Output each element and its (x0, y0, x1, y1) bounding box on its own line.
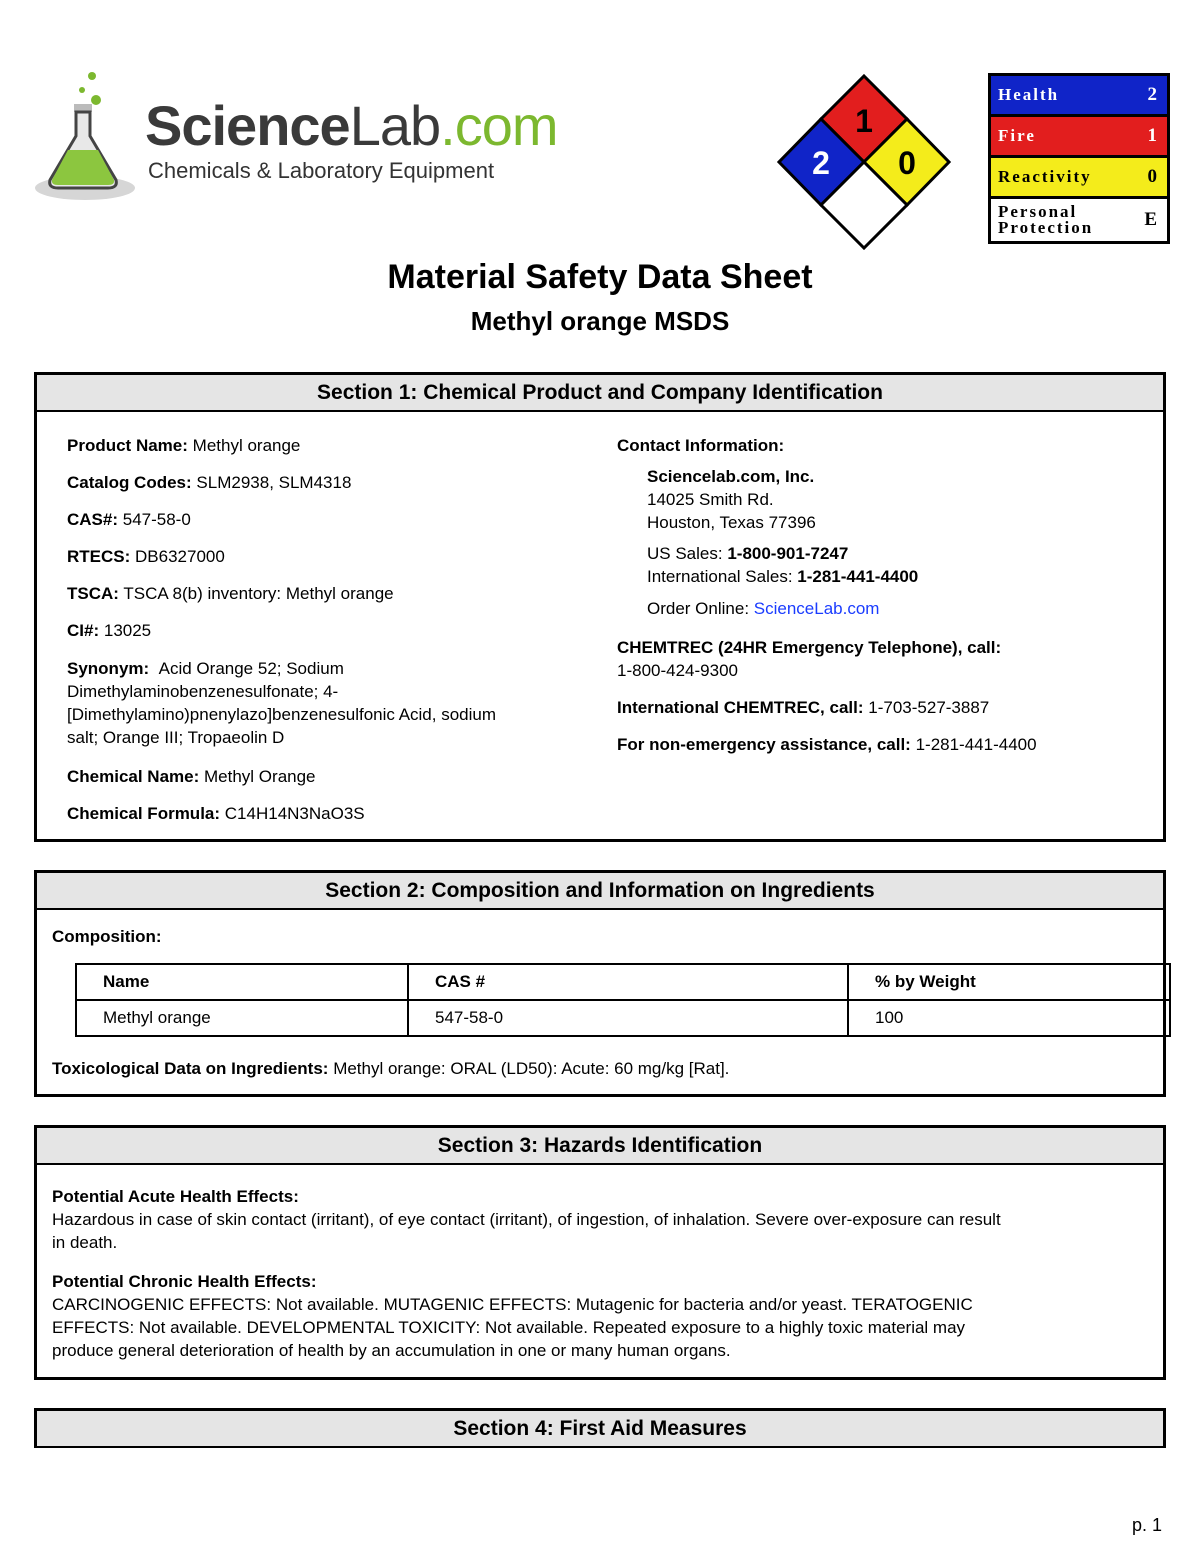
logo-word-com: .com (440, 94, 558, 157)
catalog-codes-label: Catalog Codes: (67, 473, 192, 492)
order-online-label: Order Online: (647, 599, 750, 618)
chemical-name-field (67, 765, 316, 788)
intl-chemtrec-number: 1-703-527-3887 (868, 698, 990, 717)
toxicological-data-label: Toxicological Data on Ingredients: (52, 1059, 329, 1078)
company-address (647, 465, 816, 534)
nfpa-health-value: 2 (812, 145, 830, 181)
chemtrec-field (617, 636, 1001, 682)
synonym-line-3: [Dimethylamino)pnenylazo]benzenesulfonic Acid, sodium (67, 705, 497, 724)
chronic-effects-line-1: CARCINOGENIC EFFECTS: Not available. MUTAGENIC EFFECTS: Mutagenic for bacteria and/or yeast. TERATOGENIC (52, 1295, 973, 1314)
synonym-line-2: Dimethylaminobenzenesulfonate; 4- (67, 682, 339, 701)
table-cell-cas: 547-58-0 (408, 1000, 848, 1036)
contact-info-heading (617, 434, 784, 457)
section-2 (34, 870, 1166, 1097)
section-4 (34, 1408, 1166, 1448)
ci-field (67, 619, 151, 642)
tsca-label: TSCA: (67, 584, 119, 603)
table-cell-name: Methyl orange (76, 1000, 408, 1036)
product-name-field (67, 434, 300, 457)
hmis-fire-value: 1 (1147, 125, 1157, 146)
table-cell-weight: 100 (848, 1000, 1170, 1036)
hmis-ppe-row (991, 199, 1167, 241)
toxicological-data-field (52, 1057, 729, 1080)
intl-sales-number: 1-281-441-4400 (797, 567, 919, 586)
logo-word-science: Science (145, 94, 350, 157)
hmis-ppe-label-line1: Personal (998, 202, 1078, 221)
catalog-codes-field (67, 471, 351, 494)
sales-phones (647, 542, 918, 588)
synonym-label: Synonym: (67, 659, 150, 678)
hmis-health-label: Health (998, 85, 1060, 104)
address-line-2: Houston, Texas 77396 (647, 513, 816, 532)
table-header-row (76, 964, 1170, 1000)
product-name-value: Methyl orange (192, 436, 301, 455)
hmis-ppe-value: E (1144, 209, 1157, 230)
address-line-1: 14025 Smith Rd. (647, 490, 774, 509)
acute-effects-line-1: Hazardous in case of skin contact (irritant), of eye contact (irritant), of ingestion, of inhalation. Severe over-exposure can result (52, 1210, 1001, 1229)
table-header-name: Name (76, 964, 408, 1000)
document-subtitle: Methyl orange MSDS (470, 306, 730, 336)
cas-label: CAS#: (67, 510, 119, 529)
company-name: Sciencelab.com, Inc. (647, 467, 815, 486)
composition-label: Composition: (52, 927, 162, 946)
catalog-codes-value: SLM2938, SLM4318 (196, 473, 352, 492)
nfpa-reactivity-value: 0 (898, 145, 916, 181)
intl-sales-label: International Sales: (647, 567, 793, 586)
acute-effects-line-2: in death. (52, 1233, 118, 1252)
acute-effects-label: Potential Acute Health Effects: (52, 1187, 299, 1206)
logo-word-lab: Lab (349, 94, 441, 157)
section-1-heading: Section 1: Chemical Product and Company Identification (37, 375, 1163, 412)
rtecs-label: RTECS: (67, 547, 131, 566)
hmis-health-value: 2 (1147, 84, 1157, 105)
hmis-label (988, 73, 1170, 244)
order-online-link[interactable]: ScienceLab.com (753, 599, 880, 618)
chronic-effects-block (52, 1270, 1152, 1362)
table-header-cas: CAS # (408, 964, 848, 1000)
us-sales-label: US Sales: (647, 544, 723, 563)
page-number: p. 1 (1131, 1515, 1162, 1535)
section-2-heading: Section 2: Composition and Information on Ingredients (37, 873, 1163, 910)
section-4-heading: Section 4: First Aid Measures (37, 1411, 1163, 1448)
composition-label-field (52, 925, 162, 948)
nonemergency-number: 1-281-441-4400 (915, 735, 1037, 754)
hmis-ppe-label-line2: Protection (998, 218, 1094, 237)
nfpa-diamond (777, 74, 951, 250)
chronic-effects-label: Potential Chronic Health Effects: (52, 1272, 317, 1291)
hmis-fire-label: Fire (998, 126, 1036, 145)
section-3 (34, 1125, 1166, 1380)
cas-field (67, 508, 191, 531)
acute-effects-block (52, 1185, 1152, 1254)
table-row (76, 1000, 1170, 1036)
hmis-fire-row (991, 117, 1167, 158)
chemtrec-label: CHEMTREC (24HR Emergency Telephone), call: (617, 638, 1002, 657)
contact-info-label: Contact Information: (617, 436, 785, 455)
hmis-reactivity-value: 0 (1147, 166, 1157, 187)
chemical-formula-label: Chemical Formula: (67, 804, 221, 823)
synonym-field (67, 657, 587, 749)
logo-tagline: Chemicals & Laboratory Equipment (148, 158, 495, 183)
chemical-formula-value: C14H14N3NaO3S (224, 804, 365, 823)
intl-chemtrec-field (617, 696, 989, 719)
chemical-formula-field (67, 802, 365, 825)
hmis-ppe-label (998, 204, 1093, 236)
chronic-effects-line-2: EFFECTS: Not available. DEVELOPMENTAL TOXICITY: Not available. Repeated exposure to a highly toxic material may (52, 1318, 966, 1337)
flask-icon (30, 70, 140, 205)
tsca-field (67, 582, 394, 605)
section-1 (34, 372, 1166, 842)
us-sales-number: 1-800-901-7247 (727, 544, 849, 563)
composition-table (75, 963, 1171, 1037)
tsca-value: TSCA 8(b) inventory: Methyl orange (123, 584, 394, 603)
sciencelab-logo (30, 70, 558, 205)
synonym-line-4: salt; Orange III; Tropaeolin D (67, 728, 285, 747)
toxicological-data-value: Methyl orange: ORAL (LD50): Acute: 60 mg/kg [Rat]. (333, 1059, 730, 1078)
nfpa-flammability-value: 1 (855, 103, 873, 139)
chemtrec-number: 1-800-424-9300 (617, 661, 738, 680)
chemical-name-value: Methyl Orange (204, 767, 316, 786)
cas-value: 547-58-0 (122, 510, 191, 529)
intl-chemtrec-label: International CHEMTREC, call: (617, 698, 864, 717)
document-title: Material Safety Data Sheet (387, 258, 813, 296)
order-online (647, 597, 879, 620)
nonemergency-field (617, 733, 1037, 756)
ci-value: 13025 (103, 621, 152, 640)
hmis-reactivity-row (991, 158, 1167, 199)
nonemergency-label: For non-emergency assistance, call: (617, 735, 911, 754)
hmis-health-row (991, 76, 1167, 117)
rtecs-value: DB6327000 (135, 547, 225, 566)
synonym-line-1: Acid Orange 52; Sodium (158, 659, 344, 678)
section-3-heading: Section 3: Hazards Identification (37, 1128, 1163, 1165)
table-header-weight: % by Weight (848, 964, 1170, 1000)
logo-wordmark (145, 94, 558, 157)
chronic-effects-line-3: produce general deterioration of health by an accumulation in one or many human organs. (52, 1341, 731, 1360)
product-name-label: Product Name: (67, 436, 188, 455)
chemical-name-label: Chemical Name: (67, 767, 200, 786)
hmis-reactivity-label: Reactivity (998, 167, 1092, 186)
rtecs-field (67, 545, 225, 568)
ci-label: CI#: (67, 621, 100, 640)
